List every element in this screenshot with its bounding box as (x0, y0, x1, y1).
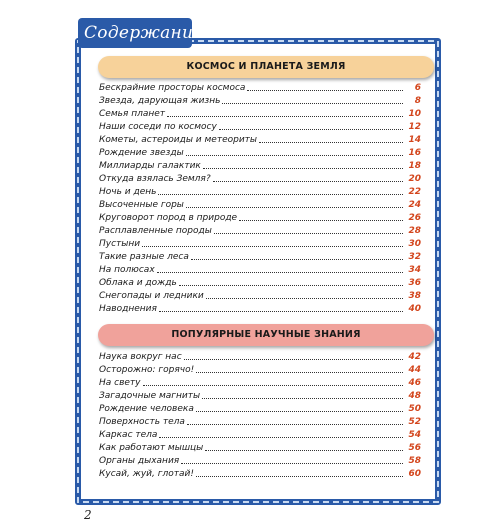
dot-leader (196, 475, 403, 477)
toc-entry-title: Пустыни (99, 239, 141, 249)
dot-leader (179, 284, 403, 286)
toc-entry-page: 56 (408, 443, 421, 453)
page-number: 2 (84, 508, 92, 522)
toc-entry[interactable] (99, 289, 421, 302)
dot-leader (187, 423, 403, 425)
dot-leader (158, 193, 403, 195)
toc-entry-title: На свету (99, 378, 141, 388)
dot-leader (142, 245, 403, 247)
dot-leader (214, 232, 403, 234)
dot-leader (247, 89, 403, 91)
toc-entry-title: Снегопады и ледники (99, 291, 204, 301)
toc-entry-title: Круговорот пород в природе (99, 213, 238, 223)
toc-entry[interactable] (99, 363, 421, 376)
toc-entry-page: 24 (408, 200, 421, 210)
toc-entry-title: Органы дыхания (99, 456, 180, 466)
toc-entry-page: 20 (408, 174, 421, 184)
dot-leader (206, 297, 403, 299)
section-title: КОСМОС И ПЛАНЕТА ЗЕМЛЯ (186, 61, 346, 72)
dot-leader (184, 358, 403, 360)
toc-entry-title: Такие разные леса (99, 252, 189, 262)
toc-entry[interactable] (99, 467, 421, 480)
toc-entry-title: Загадочные магниты (99, 391, 201, 401)
toc-entry-title: Рождение звезды (99, 148, 184, 158)
toc-entry-title: Кометы, астероиды и метеориты (99, 135, 258, 145)
toc-list-science (99, 350, 421, 480)
toc-entry-title: Поверхность тела (99, 417, 185, 427)
toc-entry-title: Семья планет (99, 109, 166, 119)
toc-entry-page: 14 (408, 135, 421, 145)
toc-entry-page: 58 (408, 456, 421, 466)
toc-entry-title: Наши соседи по космосу (99, 122, 217, 132)
toc-entry-title: Осторожно: горячо! (99, 365, 195, 375)
toc-entry-page: 26 (408, 213, 421, 223)
toc-entry-page: 12 (408, 122, 421, 132)
toc-entry-title: Высоченные горы (99, 200, 184, 210)
toc-entry[interactable] (99, 428, 421, 441)
toc-entry-title: Наука вокруг нас (99, 352, 182, 362)
toc-entry-title: Звезда, дарующая жизнь (99, 96, 221, 106)
toc-entry-page: 52 (408, 417, 421, 427)
toc-entry[interactable] (99, 146, 421, 159)
toc-entry-page: 36 (408, 278, 421, 288)
toc-entry-title: Наводнения (99, 304, 157, 314)
toc-entry-title: Рождение человека (99, 404, 194, 414)
toc-entry-page: 60 (408, 469, 421, 479)
toc-entry[interactable] (99, 198, 421, 211)
dot-leader (143, 384, 403, 386)
toc-entry[interactable] (99, 441, 421, 454)
toc-entry-page: 28 (408, 226, 421, 236)
toc-entry-page: 38 (408, 291, 421, 301)
toc-entry-page: 22 (408, 187, 421, 197)
dot-leader (186, 206, 403, 208)
toc-entry[interactable] (99, 185, 421, 198)
toc-entry[interactable] (99, 389, 421, 402)
dot-leader (186, 154, 403, 156)
toc-entry-page: 54 (408, 430, 421, 440)
toc-entry[interactable] (99, 276, 421, 289)
dot-leader (159, 436, 403, 438)
dot-leader (196, 371, 403, 373)
page-title: Содержание (84, 23, 204, 43)
dot-leader (219, 128, 403, 130)
toc-entry-page: 8 (414, 96, 421, 106)
toc-entry[interactable] (99, 120, 421, 133)
toc-entry-page: 42 (408, 352, 421, 362)
dot-leader (203, 167, 403, 169)
toc-entry-title: Ночь и день (99, 187, 157, 197)
toc-entry[interactable] (99, 159, 421, 172)
section-banner-science (98, 324, 434, 346)
toc-entry[interactable] (99, 250, 421, 263)
toc-entry[interactable] (99, 94, 421, 107)
toc-entry-title: Облака и дождь (99, 278, 177, 288)
dot-leader (159, 310, 403, 312)
toc-entry-page: 44 (408, 365, 421, 375)
toc-entry[interactable] (99, 302, 421, 315)
toc-entry-page: 10 (408, 109, 421, 119)
toc-entry[interactable] (99, 454, 421, 467)
toc-entry-page: 16 (408, 148, 421, 158)
dot-leader (239, 219, 403, 221)
toc-entry-title: Откуда взялась Земля? (99, 174, 211, 184)
toc-entry[interactable] (99, 402, 421, 415)
toc-entry[interactable] (99, 224, 421, 237)
toc-entry-page: 48 (408, 391, 421, 401)
toc-entry[interactable] (99, 211, 421, 224)
toc-entry[interactable] (99, 350, 421, 363)
toc-entry-page: 30 (408, 239, 421, 249)
toc-entry[interactable] (99, 376, 421, 389)
toc-list-space (99, 81, 421, 315)
toc-entry-page: 6 (414, 83, 421, 93)
dot-leader (191, 258, 403, 260)
toc-entry-page: 18 (408, 161, 421, 171)
dot-leader (196, 410, 403, 412)
toc-entry[interactable] (99, 172, 421, 185)
toc-entry[interactable] (99, 415, 421, 428)
dot-leader (181, 462, 403, 464)
section-title: ПОПУЛЯРНЫЕ НАУЧНЫЕ ЗНАНИЯ (171, 329, 361, 340)
toc-entry-page: 34 (408, 265, 421, 275)
toc-entry[interactable] (99, 133, 421, 146)
toc-entry-title: Миллиарды галактик (99, 161, 201, 171)
toc-entry-page: 32 (408, 252, 421, 262)
dot-leader (167, 115, 403, 117)
toc-entry-page: 46 (408, 378, 421, 388)
toc-entry-title: Расплавленные породы (99, 226, 212, 236)
toc-entry-page: 50 (408, 404, 421, 414)
toc-entry-title: Как работают мышцы (99, 443, 204, 453)
toc-entry-page: 40 (408, 304, 421, 314)
toc-entry-title: На полюсах (99, 265, 155, 275)
toc-entry-title: Бескрайние просторы космоса (99, 83, 246, 93)
toc-entry-title: Каркас тела (99, 430, 158, 440)
dot-leader (222, 102, 403, 104)
dot-leader (157, 271, 403, 273)
toc-entry[interactable] (99, 81, 421, 94)
toc-entry[interactable] (99, 263, 421, 276)
dot-leader (213, 180, 403, 182)
dot-leader (202, 397, 403, 399)
toc-entry[interactable] (99, 237, 421, 250)
dot-leader (259, 141, 403, 143)
dot-leader (205, 449, 403, 451)
section-banner-space (98, 56, 434, 78)
toc-entry-title: Кусай, жуй, глотай! (99, 469, 194, 479)
toc-entry[interactable] (99, 107, 421, 120)
